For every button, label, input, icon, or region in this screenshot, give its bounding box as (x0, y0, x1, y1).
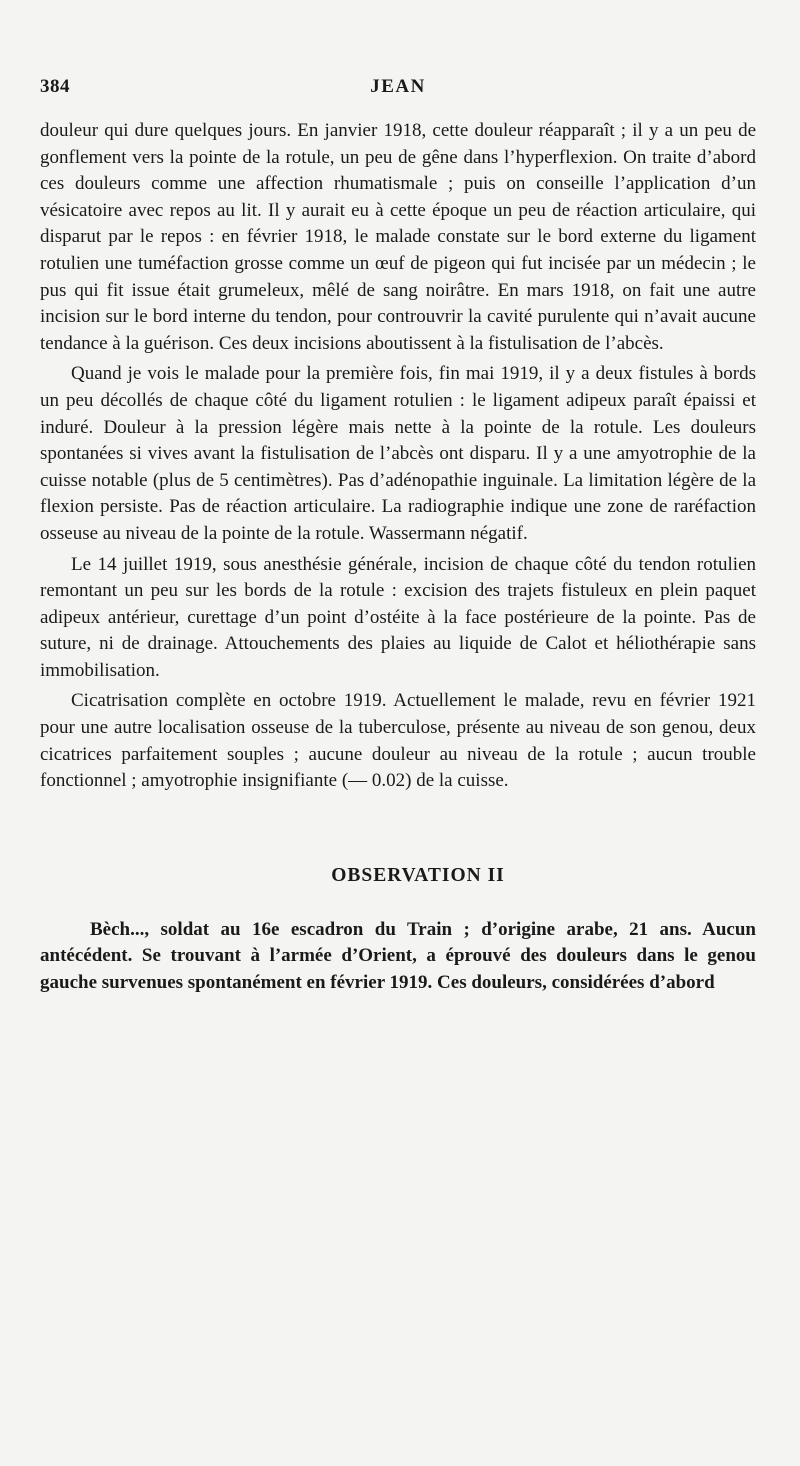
paragraph-1: douleur qui dure quelques jours. En janvier 1918, cette douleur réapparaît ; il y a un peu de gonflement vers la pointe de la rotule, un peu de gêne dans l’hyperflexion. On traite d’abord ces douleurs comme une affection rhumatismale ; puis on conseille l’application d’un vésicatoire avec repos au lit. Il y aurait eu à cette époque un peu de réaction articulaire, qui disparut par le repos : en février 1918, le malade constate sur le bord externe du ligament rotulien une tuméfaction grosse comme un œuf de pigeon qui fut incisée par un médecin ; le pus qui fit issue était grumeleux, mêlé de sang noirâtre. En mars 1918, on fait une autre incision sur le bord interne du tendon, pour controuvrir la cavité purulente qui n’avait aucune tendance à la guérison. Ces deux incisions aboutissent à la fistulisation de l’abcès. (40, 120, 756, 354)
page-number: 384 (40, 76, 70, 97)
running-title: JEAN (370, 76, 426, 97)
paragraph-4: Cicatrisation complète en octobre 1919. Actuellement le malade, revu en février 1921 pour une autre localisation osseuse de la tuberculose, présente au niveau de son genou, deux cicatrices parfaitement souples ; aucune douleur au niveau de la rotule ; aucun trouble fonctionnel ; amyotrophie insignifiante (— 0.02) de la cuisse. (40, 690, 756, 792)
section-title: OBSERVATION II (331, 864, 505, 886)
paragraph-2: Quand je vois le malade pour la première fois, fin mai 1919, il y a deux fistules à bords un peu décollés de chaque côté du ligament rotulien : le ligament adipeux paraît épaissi et induré. Douleur à la pression légère mais nette à la pointe de la rotule. Les douleurs spontanées si vives avant la fistulisation de l’abcès ont disparu. Il y a une amyotrophie de la cuisse notable (plus de 5 centimètres). Pas d’adénopathie inguinale. La limitation légère de la flexion persiste. Pas de réaction articulaire. La radiographie indique une zone de raréfaction osseuse au niveau de la pointe de la rotule. Wassermann négatif. (40, 363, 756, 544)
observation-paragraph: Bèch..., soldat au 16e escadron du Train ; d’origine arabe, 21 ans. Aucun antécédent. Se trouvant à l’armée d’Orient, a éprouvé des douleurs dans le genou gauche survenues spontanément en février 1919. Ces douleurs, considérées d’abord (40, 918, 756, 994)
page (40, 70, 756, 997)
page-header (40, 70, 756, 106)
paragraph-3: Le 14 juillet 1919, sous anesthésie générale, incision de chaque côté du tendon rotulien remontant un peu sur les bords de la rotule : excision des trajets fistuleux en plein paquet adipeux antérieur, curettage d’un point d’ostéite à la face postérieure de la pointe. Pas de suture, ni de drainage. Attouchements des plaies au liquide de Calot et héliothérapie sans immobilisation. (40, 553, 756, 681)
